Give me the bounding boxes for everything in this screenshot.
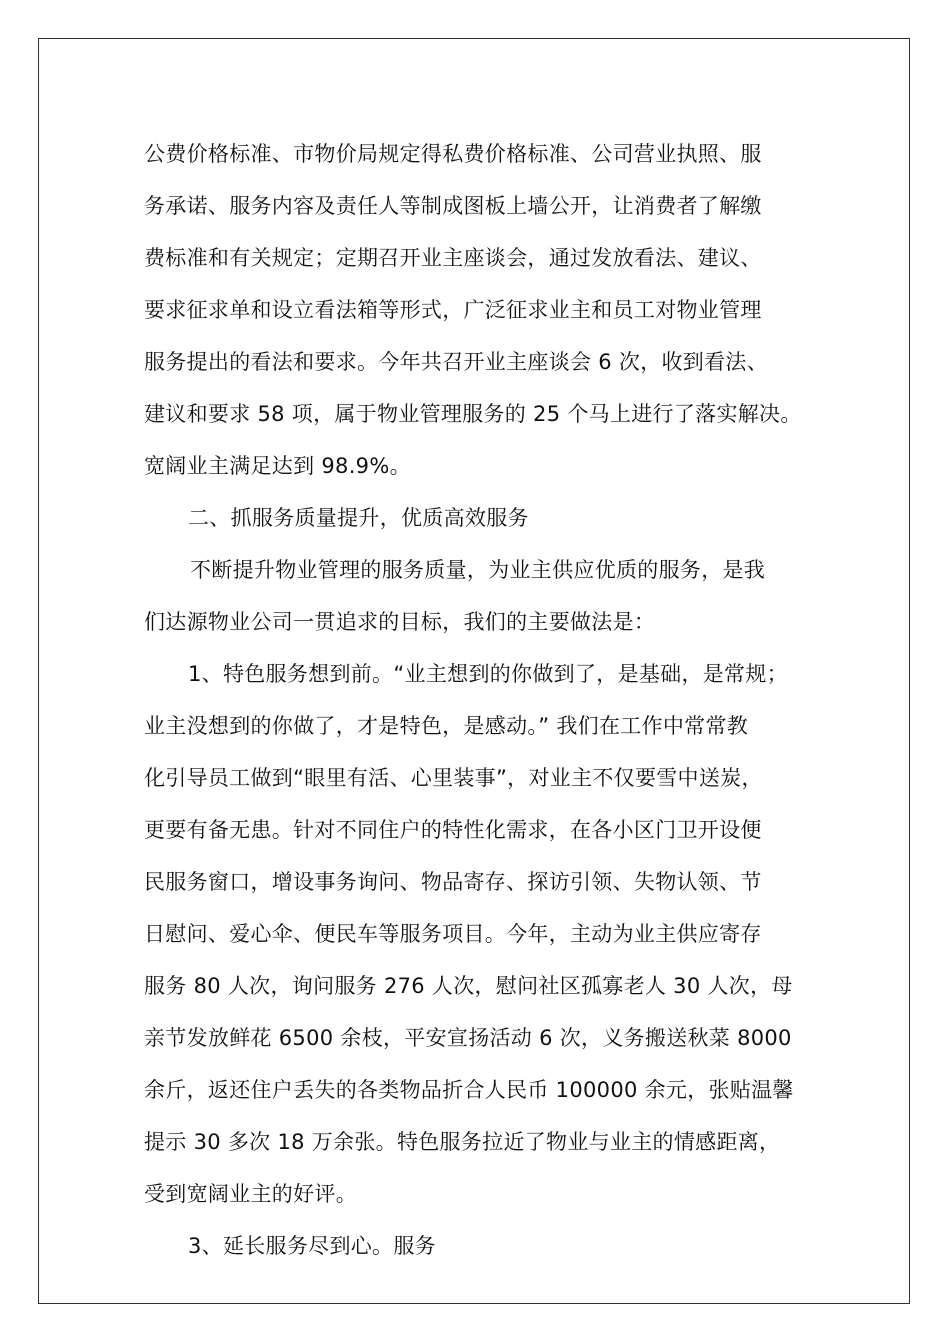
text-line: 公费价格标准、市物价局规定得私费价格标准、公司营业执照、服 bbox=[144, 142, 762, 166]
text-line: 受到宽阔业主的好评。 bbox=[144, 1182, 357, 1206]
document-body bbox=[144, 128, 824, 1272]
text-line: 提示 30 多次 18 万余张。特色服务拉近了物业与业主的情感距离， bbox=[144, 1130, 781, 1154]
text-line: 业主没想到的你做了，才是特色，是感动。” 我们在工作中常常教 bbox=[144, 714, 749, 738]
text-line: 务承诺、服务内容及责任人等制成图板上墙公开，让消费者了解缴 bbox=[144, 194, 762, 218]
text-line: 建议和要求 58 项，属于物业管理服务的 25 个马上进行了落实解决。 bbox=[144, 402, 802, 426]
text-line: 宽阔业主满足达到 98.9%。 bbox=[144, 454, 411, 478]
text-line: 们达源物业公司一贯追求的目标，我们的主要做法是： bbox=[144, 610, 656, 634]
text-line: 亲节发放鲜花 6500 余枝，平安宣扬活动 6 次，义务搬送秋菜 8000 bbox=[144, 1026, 792, 1050]
text-line: 民服务窗口，增设事务询问、物品寄存、探访引领、失物认领、节 bbox=[144, 870, 762, 894]
list-item-heading: 3、延长服务尽到心。服务 bbox=[188, 1234, 436, 1258]
paragraph-start: 不断提升物业管理的服务质量，为业主供应优质的服务，是我 bbox=[190, 558, 766, 582]
text-line: 服务提出的看法和要求。今年共召开业主座谈会 6 次，收到看法、 bbox=[144, 350, 769, 374]
text-line: 服务 80 人次，询问服务 276 人次，慰问社区孤寡老人 30 人次，母 bbox=[144, 974, 793, 998]
text-line: 日慰问、爱心伞、便民车等服务项目。今年，主动为业主供应寄存 bbox=[144, 922, 762, 946]
text-line: 要求征求单和设立看法箱等形式，广泛征求业主和员工对物业管理 bbox=[144, 298, 762, 322]
section-heading: 二、抓服务质量提升，优质高效服务 bbox=[188, 506, 529, 530]
text-line: 化引导员工做到“眼里有活、心里装事”，对业主不仅要雪中送炭， bbox=[144, 766, 763, 790]
text-line: 费标准和有关规定；定期召开业主座谈会，通过发放看法、建议、 bbox=[144, 246, 762, 270]
text-line: 余斤，返还住户丢失的各类物品折合人民币 100000 余元，张贴温馨 bbox=[144, 1078, 794, 1102]
list-item-heading: 1、特色服务想到前。“业主想到的你做到了，是基础，是常规； bbox=[188, 662, 788, 686]
text-line: 更要有备无患。针对不同住户的特性化需求，在各小区门卫开设便 bbox=[144, 818, 762, 842]
